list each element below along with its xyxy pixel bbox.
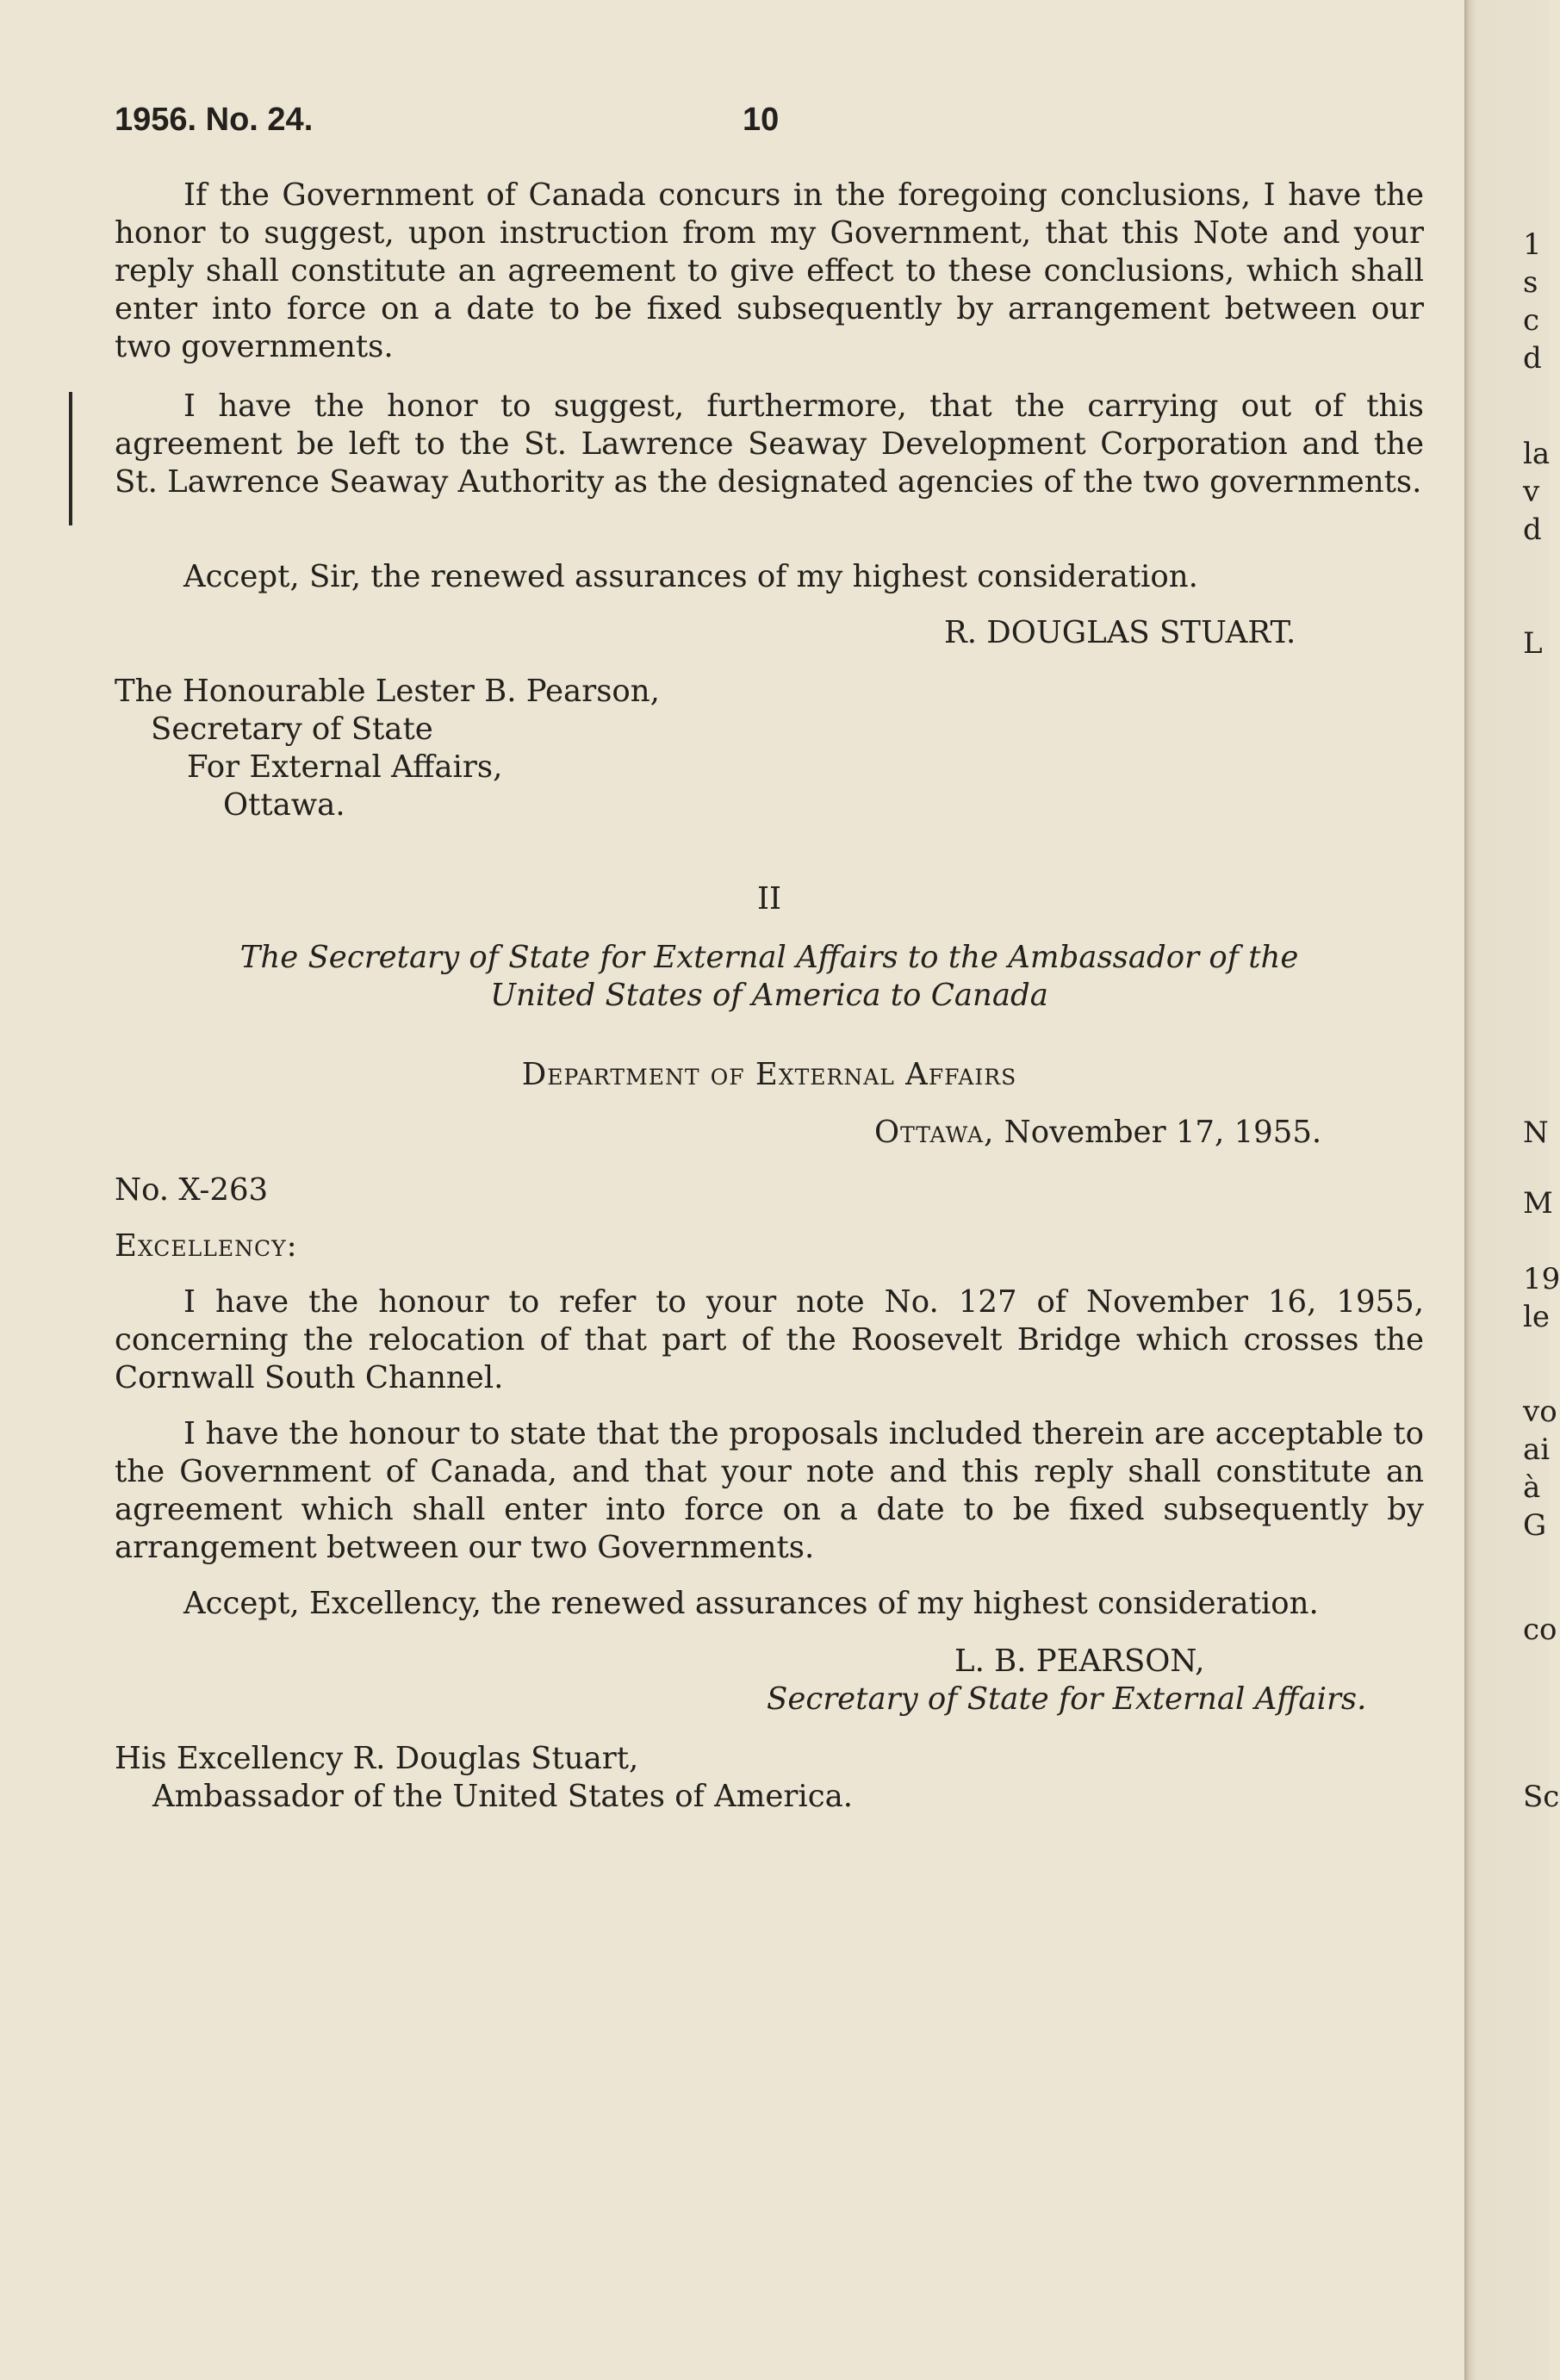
adjacent-page-fragment: d [1523, 513, 1542, 547]
dateline [874, 1114, 1321, 1152]
margin-mark [69, 392, 72, 525]
letter2-paragraph-1: I have the honour to refer to your note No. 127 of November 16, 1955, concerning the relocation of that part of the Roosevelt Bridge which crosses the Cornwall South Channel. [115, 1284, 1424, 1395]
addressee-line: Secretary of State [151, 712, 433, 747]
letter2-signature: L. B. PEARSON, [954, 1644, 1205, 1679]
letter1-addressee [115, 673, 660, 824]
dateline-place: Ottawa, [874, 1115, 995, 1150]
letter2-addressee [115, 1740, 853, 1816]
letter2-paragraph-3: Accept, Excellency, the renewed assurances of my highest consideration. [183, 1586, 1319, 1621]
addressee-line: His Excellency R. Douglas Stuart, [115, 1741, 639, 1776]
adjacent-page-fragment: N [1523, 1115, 1549, 1150]
letter1-paragraph-1: If the Government of Canada concurs in the foregoing conclusions, I have the honor to suggest, upon instruction from my Government, that this Note and your reply shall constitute an agreement to give effect to these conclusions, which shall enter into force on a date to be fixed subsequently by arrangement between our two governments. [115, 177, 1424, 364]
running-header: 1956. No. 24. [115, 102, 314, 138]
adjacent-page-fragment: ai [1523, 1432, 1551, 1467]
note-reference: No. X-263 [115, 1172, 269, 1208]
addressee-line: The Honourable Lester B. Pearson, [115, 674, 660, 709]
adjacent-page-fragment: M [1523, 1186, 1553, 1221]
department-heading: Department of External Affairs [521, 1057, 1017, 1092]
adjacent-page-fragment: d [1523, 341, 1542, 376]
adjacent-page-fragment: co [1523, 1613, 1557, 1647]
adjacent-page-fragment: c [1523, 303, 1540, 338]
adjacent-page-fragment: G [1523, 1508, 1547, 1543]
letter2-paragraph-2: I have the honour to state that the proposals included therein are acceptable to the Government of Canada, and that your note and this reply shall constitute an agreement which shall enter into force on a date to be fixed subsequently by arrangement between our two Governments. [115, 1416, 1424, 1565]
section-numeral: II [756, 881, 782, 917]
letter1-signature: R. DOUGLAS STUART. [944, 615, 1296, 650]
addressee-line: For External Affairs, [187, 749, 503, 785]
addressee-line: Ambassador of the United States of America. [152, 1779, 854, 1814]
page-number: 10 [743, 102, 780, 138]
adjacent-page-fragment: à [1523, 1470, 1541, 1505]
addressee-line: Ottawa. [223, 787, 345, 823]
letter-title-line-1: The Secretary of State for External Affairs to the Ambassador of the [239, 940, 1299, 975]
adjacent-page-fragment: L [1523, 626, 1543, 661]
adjacent-page-fragment: s [1523, 265, 1538, 300]
letter2-signature-title: Secretary of State for External Affairs. [767, 1681, 1367, 1717]
adjacent-page-fragment: 19 [1523, 1262, 1560, 1296]
adjacent-page-fragment: 1 [1523, 227, 1542, 262]
adjacent-page-fragment: la [1523, 437, 1551, 471]
adjacent-page-fragment: le [1523, 1300, 1550, 1334]
letter1-paragraph-2: I have the honor to suggest, furthermore, that the carrying out of this agreement be left to the St. Lawrence Seaway Development Corporation and the St. Lawrence Seaway Authority as the designated agencies of the two governments. [115, 388, 1424, 500]
adjacent-page-fragment: Sc [1523, 1780, 1560, 1814]
letter-title-line-2: United States of America to Canada [490, 978, 1048, 1013]
adjacent-page-fragment: v [1523, 475, 1540, 509]
dateline-date: November 17, 1955. [994, 1115, 1322, 1150]
salutation: Excellency: [115, 1228, 298, 1264]
adjacent-page-fragment: vo [1523, 1395, 1557, 1429]
letter1-paragraph-3: Accept, Sir, the renewed assurances of my highest consideration. [183, 559, 1198, 594]
